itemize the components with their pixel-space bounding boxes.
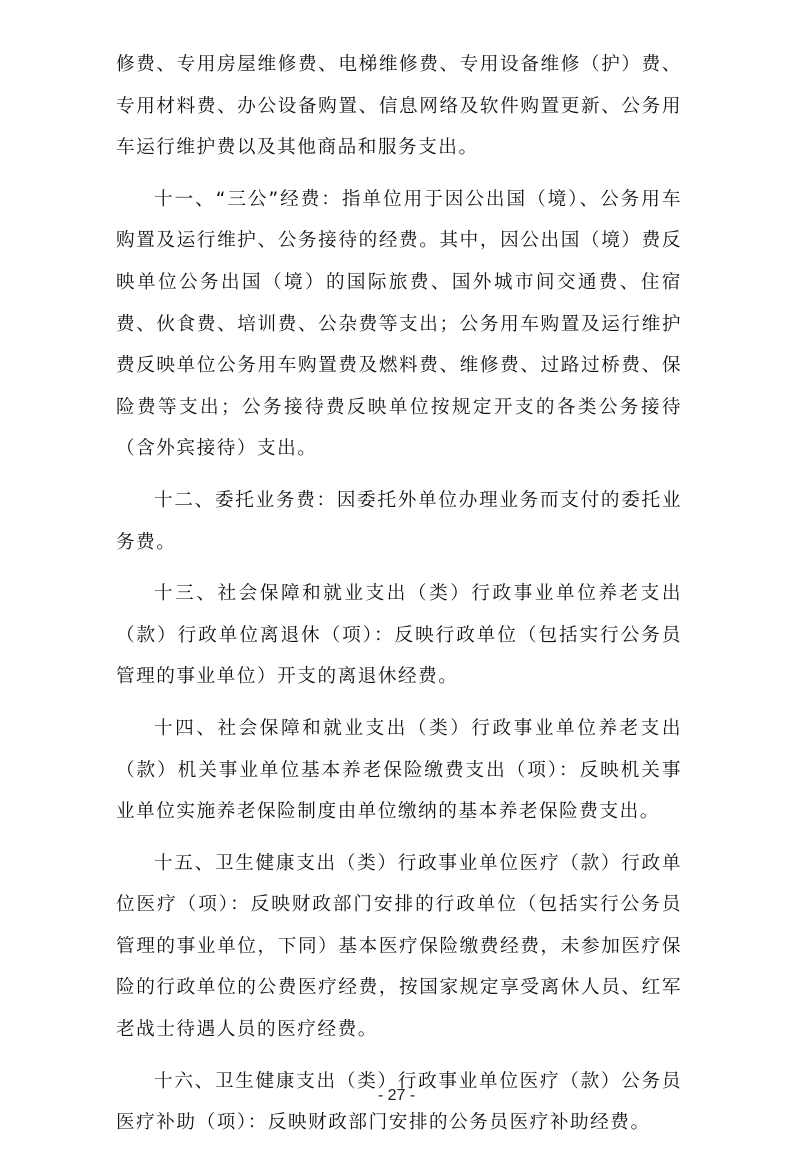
paragraph-item-13: 十三、社会保障和就业支出（类）行政事业单位养老支出（款）行政单位离退休（项）：反映行政单位（包括实行公务员管理的事业单位）开支的离退休经费。 — [116, 583, 682, 688]
page-number: - 27 - — [377, 1087, 416, 1104]
paragraph-item-12: 十二、委托业务费：因委托外单位办理业务而支付的委托业务费。 — [116, 489, 682, 553]
paragraph-item-16: 十六、卫生健康支出（类）行政事业单位医疗（款）公务员医疗补助（项）：反映财政部门安排的公务员医疗补助经费。 — [116, 1070, 682, 1134]
document-body — [116, 44, 682, 1154]
paragraph-item-11: 十一、“三公”经费：指单位用于因公出国（境）、公务用车购置及运行维护、公务接待的经费。其中，因公出国（境）费反映单位公务出国（境）的国际旅费、国外城市间交通费、住宿费、伙食费、培训费、公杂费等支出；公务用车购置及运行维护费反映单位公务用车购置费及燃料费、维修费、过路过桥费、保险费等支出；公务接待费反映单位按规定开支的各类公务接待（含外宾接待）支出。 — [116, 188, 682, 460]
paragraph-continuation: 修费、专用房屋维修费、电梯维修费、专用设备维修（护）费、专用材料费、办公设备购置、信息网络及软件购置更新、公务用车运行维护费以及其他商品和服务支出。 — [116, 54, 682, 159]
paragraph-item-14: 十四、社会保障和就业支出（类）行政事业单位养老支出（款）机关事业单位基本养老保险缴费支出（项）：反映机关事业单位实施养老保险制度由单位缴纳的基本养老保险费支出。 — [116, 717, 682, 823]
paragraph-item-15: 十五、卫生健康支出（类）行政事业单位医疗（款）行政单位医疗（项）：反映财政部门安排的行政单位（包括实行公务员管理的事业单位，下同）基本医疗保险缴费经费，未参加医疗保险的行政单位的公费医疗经费，按国家规定享受离休人员、红军老战士待遇人员的医疗经费。 — [116, 852, 682, 1041]
